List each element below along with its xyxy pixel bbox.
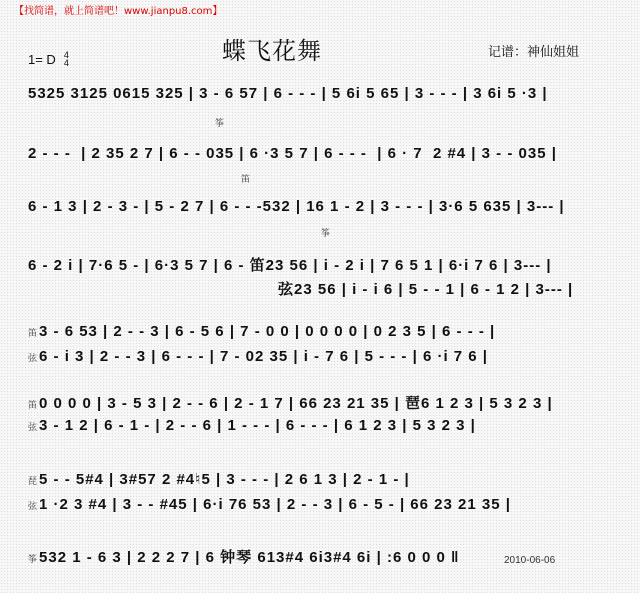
score-line-2: 2 - - - | 2 35 2 7 | 6 - - 035 | 6 ·3 5 7 | 6 - - - | 6 · 7 2 #4 | 3 - - 035 | — [28, 145, 557, 162]
score-line-8: 筝532 1 - 6 3 | 2 2 2 7 | 6 钟琴 613#4 6i3#4 6i | :6 0 0 0 ‖ — [28, 549, 460, 566]
score-line-1: 5325 3125 0615 325 | 3 - 6 57 | 6 - - - | 5 6i 5 65 | 3 - - - | 3 6i 5 ·3 | — [28, 85, 548, 102]
instrument-annotation: 笛 — [241, 174, 251, 184]
score-line-3: 6 - 1 3 | 2 - 3 - | 5 - 2 7 | 6 - - -532 | 16 1 - 2 | 3 - - - | 3·6 5 635 | 3--- | — [28, 198, 565, 215]
score-line-7a: 琵5 - - 5#4 | 3#57 2 #4♮5 | 3 - - - | 2 6 1 3 | 2 - 1 - | — [28, 471, 410, 488]
score-line-5b: 弦6 - i 3 | 2 - - 3 | 6 - - - | 7 - 02 35 | i - 7 6 | 5 - - - | 6 ·i 7 6 | — [28, 348, 489, 365]
key-label: 1= D — [28, 51, 56, 67]
score-line-5a: 笛3 - 6 53 | 2 - - 3 | 6 - 5 6 | 7 - 0 0 | 0 0 0 0 | 0 2 3 5 | 6 - - - | — [28, 323, 496, 340]
song-title: 蝶飞花舞 — [222, 37, 322, 65]
key-signature — [28, 51, 69, 67]
score-line-7b: 弦1 ·2 3 #4 | 3 - - #45 | 6·i 76 53 | 2 - - 3 | 6 - 5 - | 66 23 21 35 | — [28, 496, 511, 513]
instrument-annotation: 筝 — [321, 228, 331, 238]
transcription-date: 2010-06-06 — [504, 555, 556, 566]
score-line-4a: 6 - 2 i | 7·6 5 - | 6·3 5 7 | 6 - 笛23 56 | i - 2 i | 7 6 5 1 | 6·i 7 6 | 3--- | — [28, 257, 552, 274]
site-banner: 【找简谱，就上简谱吧！www.jianpu8.com】 — [14, 6, 223, 17]
score-line-4b: 弦23 56 | i - i 6 | 5 - - 1 | 6 - 1 2 | 3--- | — [278, 281, 574, 298]
score-line-6a: 笛0 0 0 0 | 3 - 5 3 | 2 - - 6 | 2 - 1 7 | 66 23 21 35 | 琶6 1 2 3 | 5 3 2 3 | — [28, 395, 553, 412]
instrument-annotation: 筝 — [215, 118, 225, 128]
transcriber-credit: 记谱：神仙姐姐 — [488, 45, 580, 60]
score-line-6b: 弦3 - 1 2 | 6 - 1 - | 2 - - 6 | 1 - - - | 6 - - - | 6 1 2 3 | 5 3 2 3 | — [28, 417, 476, 434]
time-signature: 4 4 — [63, 50, 69, 68]
